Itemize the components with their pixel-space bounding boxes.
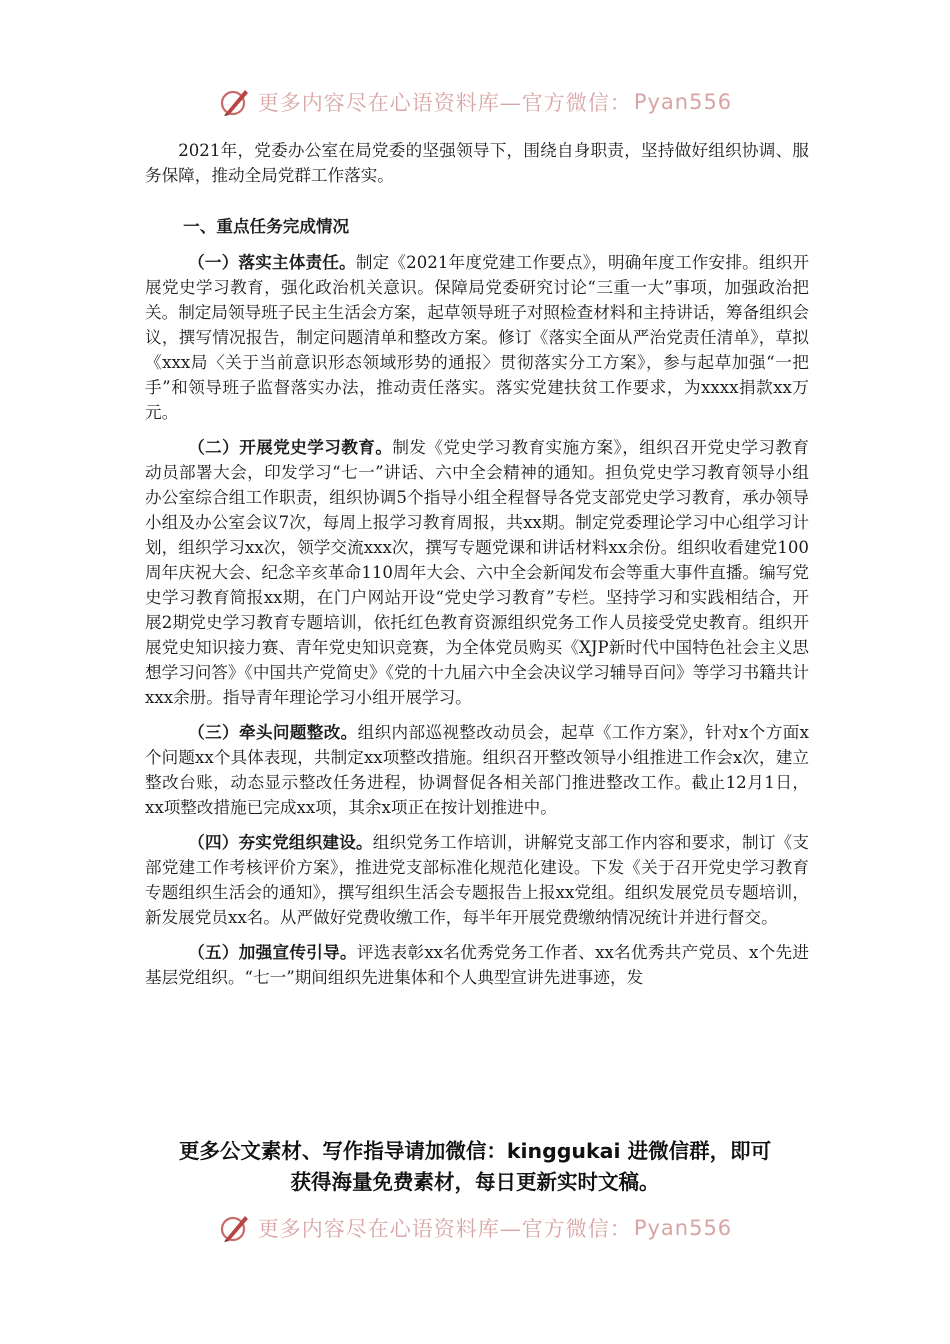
paragraph-3-lead: （三）牵头问题整改。 <box>188 723 358 742</box>
section-heading: 一、重点任务完成情况 <box>183 216 350 236</box>
paragraph-4-body: 组织党务工作培训，讲解党支部工作内容和要求，制订《支部党建工作考核评价方案》，推进党支部标准化规范化建设。下发《关于召开党史学习教育专题组织生活会的通知》，撰写组织生活会专题报告上报xx党组。组织发展党员专题培训，新发展党员xx名。从严做好党费收缴工作，每半年开展党费缴纳情况统计并进行督交。 <box>145 833 810 927</box>
paragraph-4-lead: （四）夯实党组织建设。 <box>188 833 373 852</box>
paragraph-5-body: 评选表彰xx名优秀党务工作者、xx名优秀共产党员、x个先进基层党组织。“七一”期间组织先进集体和个人典型宣讲先进事迹，发 <box>145 943 810 987</box>
paragraph-5-lead: （五）加强宣传引导。 <box>188 943 357 962</box>
paragraph-4 <box>145 830 809 930</box>
paragraph-3-body: 组织内部巡视整改动员会，起草《工作方案》，针对x个方面x个问题xx个具体表现，共制定xx项整改措施。组织召开整改领导小组推进工作会x次，建立整改台账，动态显示整改任务进程，协调督促各相关部门推进整改工作。截止12月1日，xx项整改措施已完成xx项，其余x项正在按计划推进中。 <box>145 723 809 817</box>
document-body <box>145 138 809 1000</box>
pen-circle-icon <box>218 85 252 119</box>
intro-paragraph: 2021年，党委办公室在局党委的坚强领导下，围绕自身职责，坚持做好组织协调、服务保障，推动全局党群工作落实。 <box>145 141 809 185</box>
promo-line-2: 获得海量免费素材，每日更新实时文稿。 <box>290 1170 660 1194</box>
promo-banner <box>0 1136 950 1198</box>
paragraph-1 <box>145 250 809 425</box>
paragraph-2 <box>145 435 809 710</box>
watermark-text: 更多内容尽在心语资料库—官方微信： <box>257 91 632 115</box>
paragraph-2-lead: （二）开展党史学习教育。 <box>188 438 393 457</box>
watermark-handle: Pyan556 <box>633 90 733 114</box>
watermark-footer <box>0 1211 950 1245</box>
paragraph-2-body: 制发《党史学习教育实施方案》，组织召开党史学习教育动员部署大会，印发学习“七一”讲话、六中全会精神的通知。担负党史学习教育领导小组办公室综合组工作职责，组织协调5个指导小组全程督导各党支部党史学习教育，承办领导小组及办公室会议7次，每周上报学习教育周报，共xx期。制定党委理论学习中心组学习计划，组织学习xx次，领学交流xxx次，撰写专题党课和讲话材料xx余份。组织收看建党100周年庆祝大会、纪念辛亥革命110周年大会、六中全会新闻发布会等重大事件直播。编写党史学习教育简报xx期，在门户网站开设“党史学习教育”专栏。坚持学习和实践相结合，开展2期党史学习教育专题培训，依托红色教育资源组织党务工作人员接受党史教育。组织开展党史知识接力赛、青年党史知识竞赛，为全体党员购买《XJP新时代中国特色社会主义思想学习问答》《中国共产党简史》《党的十九届六中全会决议学习辅导百问》等学习书籍共计xxx余册。指导青年理论学习小组开展学习。 <box>145 438 810 707</box>
paragraph-1-lead: （一）落实主体责任。 <box>188 253 356 272</box>
paragraph-1-body: 制定《2021年度党建工作要点》，明确年度工作安排。组织开展党史学习教育，强化政治机关意识。保障局党委研究讨论“三重一大”事项，加强政治把关。制定局领导班子民主生活会方案，起草领导班子对照检查材料和主持讲话，筹备组织会议，撰写情况报告，制定问题清单和整改方案。修订《落实全面从严治党责任清单》，草拟《xxx局〈关于当前意识形态领域形势的通报〉贯彻落实分工方案》，参与起草加强“一把手”和领导班子监督落实办法，推动责任落实。落实党建扶贫工作要求，为xxxx捐款xx万元。 <box>145 253 809 422</box>
paragraph-3 <box>145 720 809 820</box>
promo-line-1: 更多公文素材、写作指导请加微信：kinggukai 进微信群，即可 <box>178 1139 772 1163</box>
watermark-handle: Pyan556 <box>633 1216 733 1240</box>
watermark-text: 更多内容尽在心语资料库—官方微信： <box>257 1217 632 1241</box>
paragraph-5 <box>145 940 809 990</box>
watermark-header <box>0 85 950 119</box>
pen-circle-icon <box>218 1211 252 1245</box>
